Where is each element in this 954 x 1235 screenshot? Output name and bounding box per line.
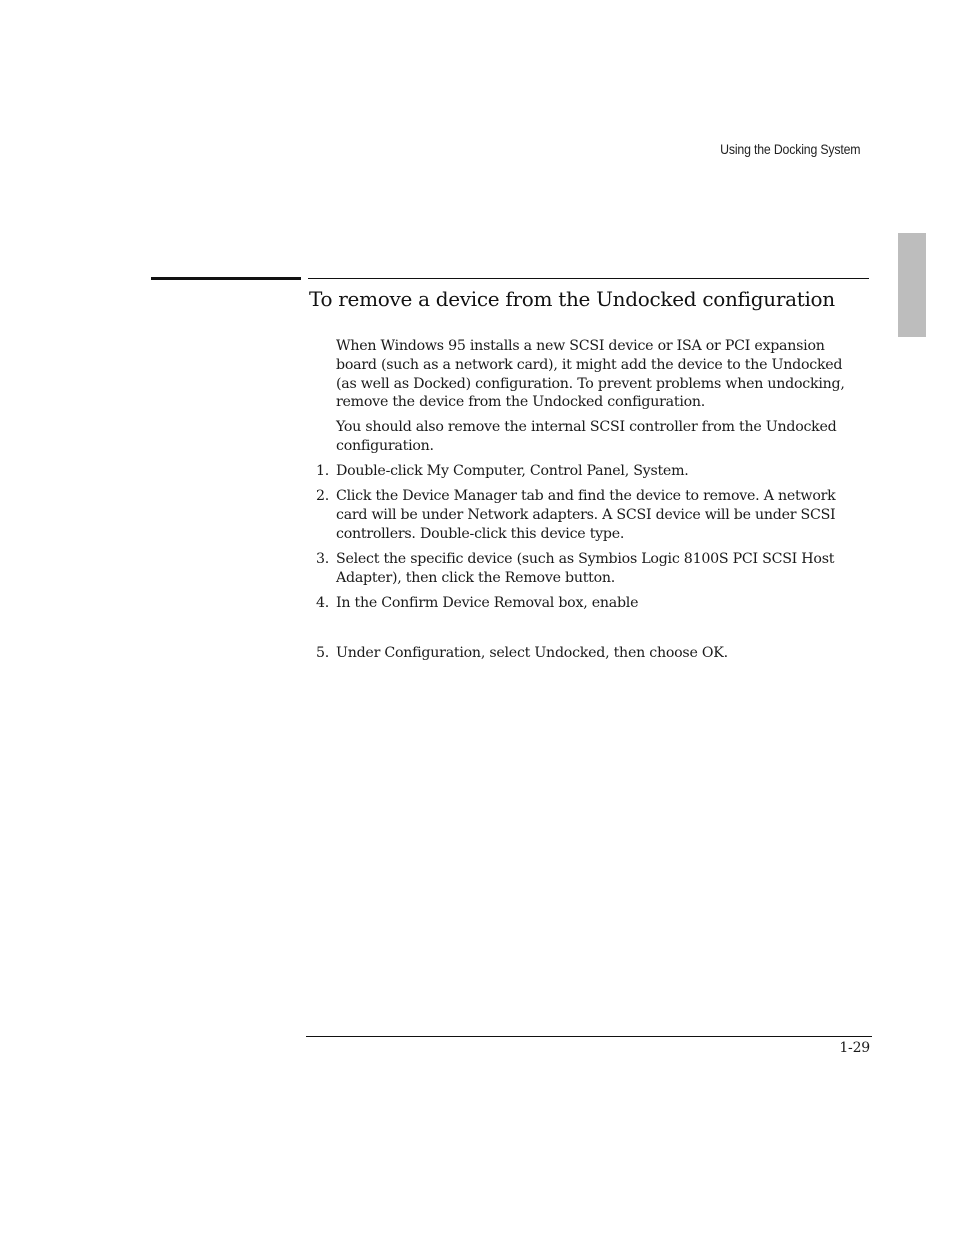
section-rule-right [308, 278, 869, 279]
step-text: Click the Device Manager tab and find the device to remove. A network card will be under Network adapters. A SCSI device will be under SCSI controllers. Double-click this device type. [336, 488, 836, 542]
step-number: 3. [316, 551, 330, 567]
step-text: Select the specific device (such as Symbios Logic 8100S PCI SCSI Host Adapter), then click the Remove button. [336, 551, 835, 586]
step-text: In the Confirm Device Removal box, enable [336, 595, 639, 611]
step-3 [312, 550, 868, 588]
page-number: 1-29 [839, 1040, 870, 1056]
section-title: To remove a device from the Undocked configuration [309, 287, 835, 311]
running-header: Using the Docking System [719, 141, 860, 157]
step-number: 4. [316, 595, 330, 611]
intro-paragraph-1: When Windows 95 installs a new SCSI device or ISA or PCI expansion board (such as a network card), it might add the device to the Undocked (as well as Docked) configuration. To prevent problems when undocking, remove the device from the Undocked configuration. [336, 338, 845, 411]
intro-paragraph-2: You should also remove the internal SCSI controller from the Undocked configuration. [336, 419, 837, 454]
chapter-tab-marker [898, 233, 926, 337]
step-number: 1. [316, 463, 330, 479]
step-1 [312, 462, 868, 481]
step-number: 5. [316, 645, 330, 661]
step-4 [312, 594, 868, 613]
footer-rule [306, 1036, 872, 1037]
step-5 [312, 644, 868, 663]
step-2 [312, 487, 868, 543]
step-number: 2. [316, 488, 330, 504]
step-text: Double-click My Computer, Control Panel, System. [336, 463, 689, 479]
step-text: Under Configuration, select Undocked, then choose OK. [336, 645, 728, 661]
section-rule-left [151, 277, 301, 280]
